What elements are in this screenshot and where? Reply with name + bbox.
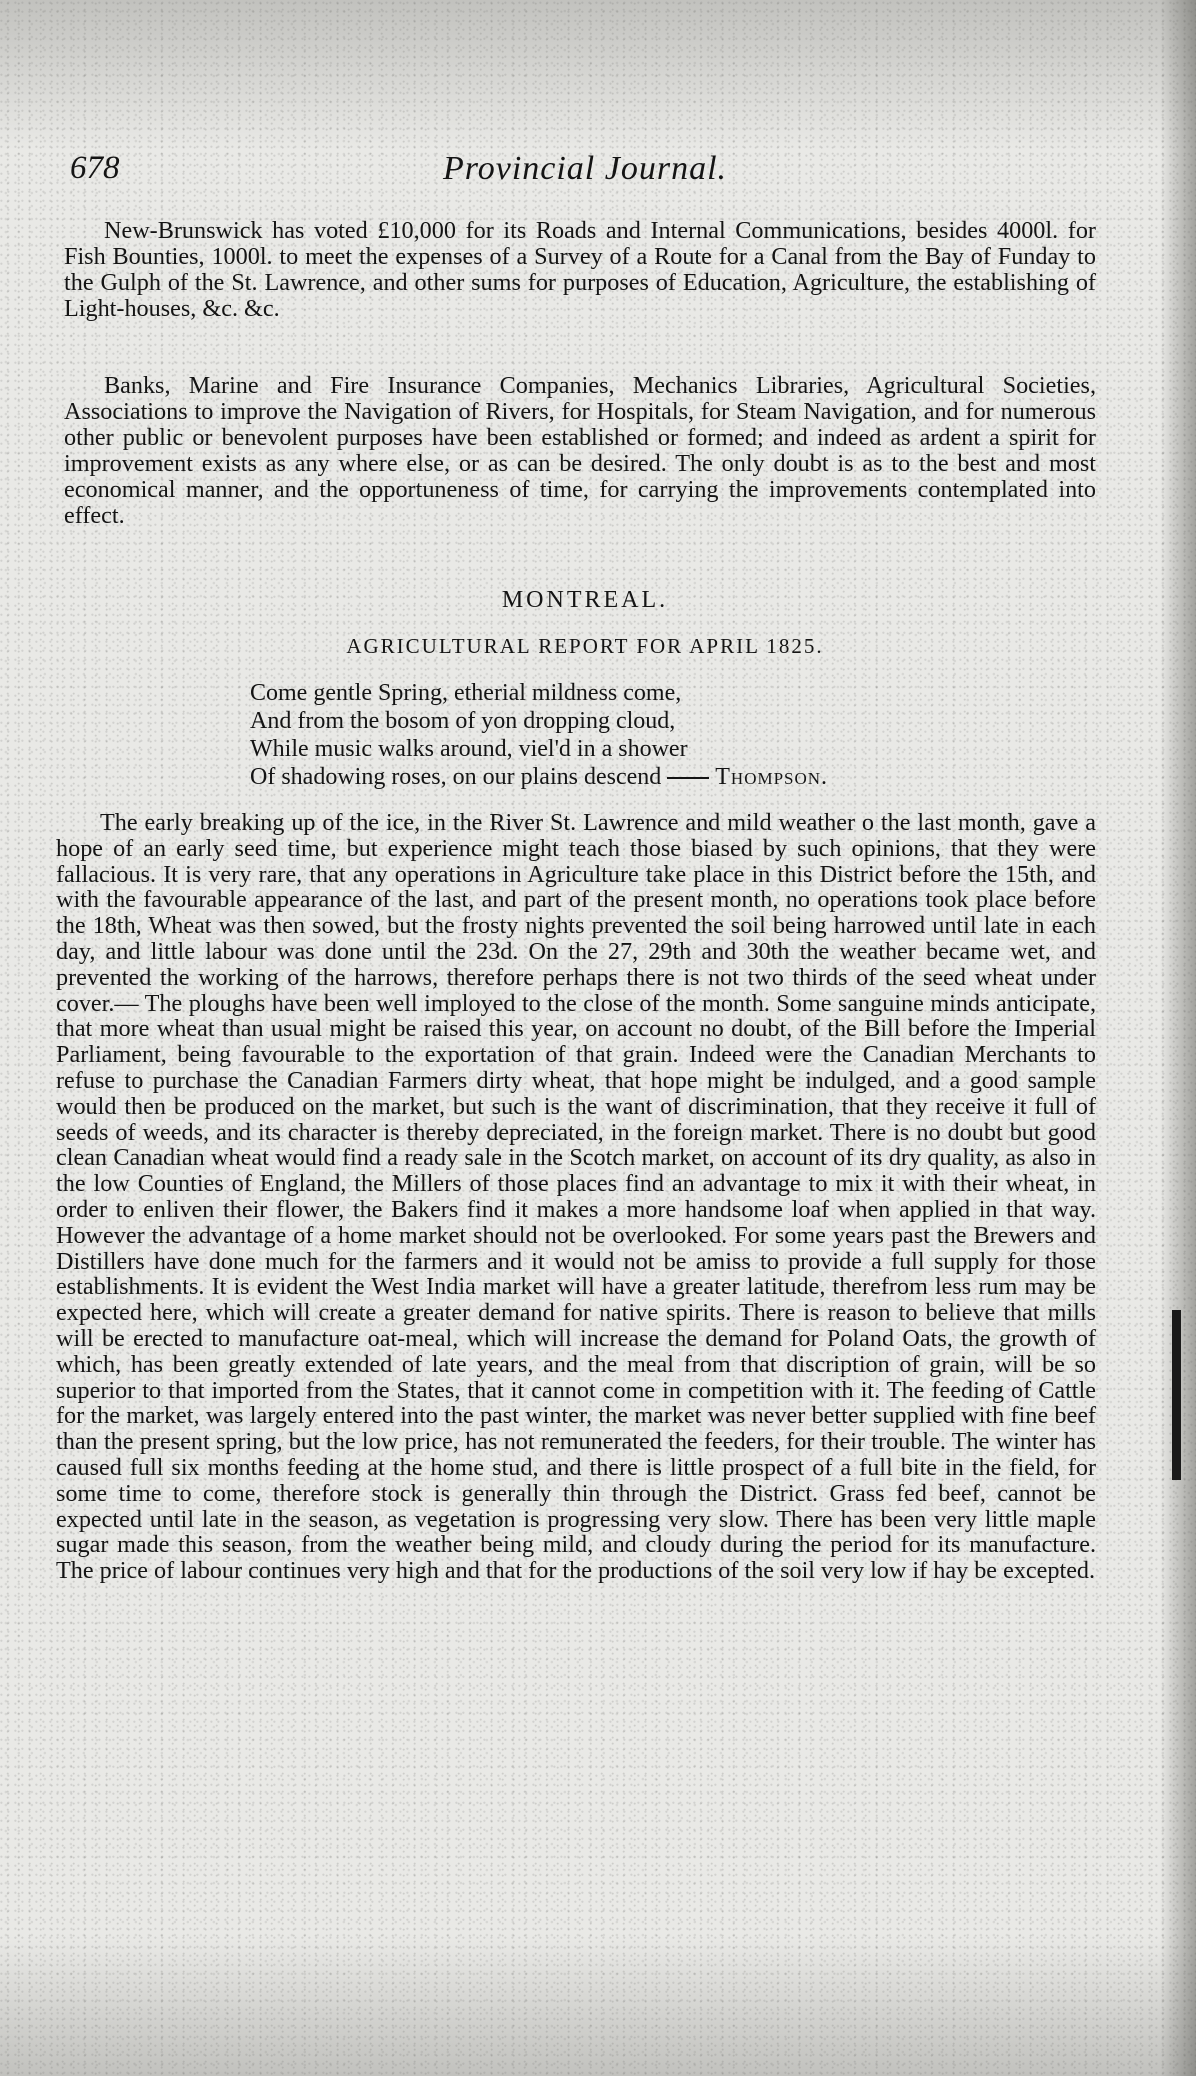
- section-title: MONTREAL.: [501, 587, 669, 613]
- scan-noise-top: [0, 0, 1196, 150]
- paragraph-agricultural-report: The early breaking up of the ice, in the River St. Lawrence and mild weather o the last month, gave a hope of an early seed time, but experience might teach those biased by such opinions, that they were fallacious. It is very rare, that any operations in Agriculture take place in this District before the 15th, and with the favourable appearance of the last, and part of the present month, no operations took place before the 18th, Wheat was then sowed, but the frosty nights prevented the soil being harrowed until late in each day, and little labour was done until the 23d. On the 27, 29th and 30th the weather became wet, and prevented the working of the harrows, therefore perhaps there is not two thirds of the seed wheat under cover.— The ploughs have been well imployed to the close of the month. Some sanguine minds anticipate, that more wheat than usual might be raised this year, on account no doubt, of the Bill before the Imperial Parliament, being favourable to the exportation of that grain. Indeed were the Canadian Merchants to refuse to purchase the Canadian Farmers dirty wheat, that hope might be indulged, and a good sample would then be produced on the market, but such is the want of discrimination, that they receive it full of seeds of weeds, and its character is thereby depreciated, in the foreign market. There is no doubt but good clean Canadian wheat would find a ready sale in the Scotch market, on account of its dry quality, as also in the low Counties of England, the Millers of those places find an advantage to mix it with their wheat, in order to enliven their flower, the Bakers find it makes a more handsome loaf when applied in that way. However the advantage of a home market should not be overlooked. For some years past the Brewers and Distillers have done much for the farmers and it would not be amiss to provide a full supply for those establishments. It is evident the West India market will have a greater latitude, therefrom less rum may be expected here, which will create a greater demand for native spirits. There is reason to believe that mills will be erected to manufacture oat-meal, which will increase the demand for Poland Oats, the growth of which, has been greatly extended of late years, and the meal from that discription of grain, will be so superior to that imported from the States, that it cannot come in competition with it. The feeding of Cattle for the market, was largely entered into the past winter, the market was never better supplied with fine beef than the present spring, but the low price, has not remunerated the feeders, for their trouble. The winter has caused full six months feeding at the home stud, and there is little prospect of a full bite in the field, for some time to come, therefore stock is generally thin through the District. Grass fed beef, cannot be expected until late in the season, as vegetation is progressing very slow. There has been very little maple sugar made this season, from the weather being mild, and cloudy during the period for its manufacture. The price of labour continues very high and that for the productions of the soil very low if hay be excepted.: [56, 809, 1096, 1585]
- scan-noise-bottom: [0, 1936, 1196, 2076]
- paragraph-new-brunswick: New-Brunswick has voted £10,000 for its Roads and Internal Communications, besides 4000l. for Fish Bounties, 1000l. to meet the expenses of a Survey of a Route for a Canal from the Bay of Funday to the Gulph of the St. Lawrence, and other sums for purposes of Education, Agriculture, the establishing of Light-houses, &c. &c.: [64, 217, 1096, 322]
- poem-line: While music walks around, viel'd in a shower: [250, 736, 688, 762]
- paragraph-banks: Banks, Marine and Fire Insurance Companies, Mechanics Libraries, Agricultural Societies, Associations to improve the Navigation of Rivers, for Hospitals, for Steam Navigation, and for numerous other public or benevolent purposes have been established or formed; and indeed as ardent a spirit for improvement exists as any where else, or as can be desired. The only doubt is as to the best and most economical manner, and the opportuneness of time, for carrying the improvements contemplated into effect.: [64, 372, 1096, 529]
- report-title: AGRICULTURAL REPORT FOR APRIL 1825.: [346, 634, 824, 658]
- poem-last-line: [250, 763, 1010, 791]
- poem-attribution: Thompson.: [715, 764, 829, 790]
- poem-line: Come gentle Spring, etherial mildness come,: [250, 680, 682, 706]
- page-header: [70, 150, 1100, 190]
- running-title: Provincial Journal.: [442, 150, 728, 187]
- em-dash-rule: [667, 777, 709, 779]
- poem-line: And from the bosom of yon dropping cloud,: [250, 708, 676, 734]
- poem-line: Of shadowing roses, on our plains descend: [250, 764, 662, 790]
- margin-mark: [1172, 1310, 1181, 1480]
- poem-epigraph: [250, 679, 1010, 791]
- page-edge-shadow: [1160, 0, 1196, 2076]
- page-number: 678: [70, 150, 120, 186]
